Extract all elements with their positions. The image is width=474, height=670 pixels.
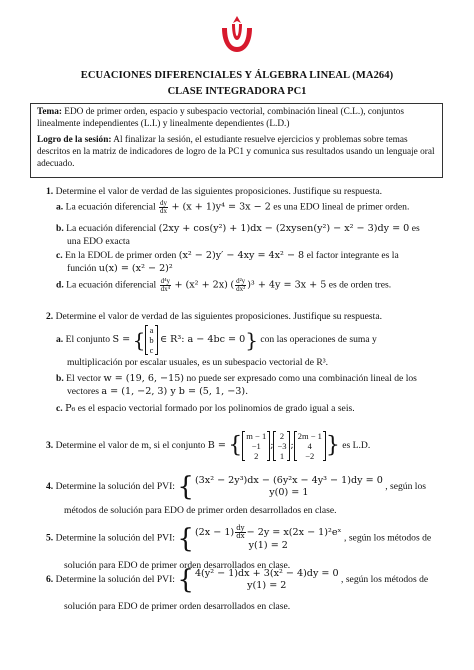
item-text: vectores (67, 386, 99, 397)
matrix-entry: a (149, 325, 154, 335)
q2-item-a-line2: multiplicación por escalar usuales, es un subespacio vectorial de R³. (67, 357, 329, 368)
pvi-initial-condition: y(1) = 2 (248, 540, 288, 551)
document-title: ECUACIONES DIFERENCIALES Y ÁLGEBRA LINEAL (MA264) (80, 70, 394, 81)
close-brace: } (245, 328, 258, 352)
derivative-fraction (235, 525, 245, 540)
matrix-entry: 4 (307, 441, 312, 451)
question-1 (46, 186, 446, 198)
question-text: Determine la solución del PVI: (55, 481, 175, 493)
system-brace: { (177, 472, 194, 502)
item-equation-tail: )³ + 4y = 3x + 5 (247, 279, 327, 291)
close-brace: } (325, 433, 340, 458)
item-text: La ecuación diferencial (66, 279, 157, 291)
question-number: 5. (46, 532, 54, 544)
question-6-line2: solución para EDO de primer orden desarrollados en clase. (64, 601, 291, 612)
question-5-line2: solución para EDO de primer orden desarrollados en clase. (64, 560, 291, 571)
q2-item-c (56, 403, 451, 415)
question-number: 3. (46, 440, 54, 452)
fraction-numerator: dy (160, 199, 168, 207)
matrix-entry: −2 (305, 451, 315, 461)
matrix-entry: 2 (254, 451, 259, 461)
question-number: 1. (46, 186, 54, 197)
document-subtitle: CLASE INTEGRADORA PC1 (167, 86, 307, 97)
question-number: 4. (46, 481, 54, 493)
question-text: Determine el valor de verdad de las siguientes proposiciones. Justifique su respuesta. (55, 186, 382, 197)
set-condition: ∈ R³: a − 4bc = 0 (159, 334, 246, 346)
q1-item-b-line2: una EDO exacta (67, 236, 130, 247)
derivative-fraction (235, 278, 246, 293)
tema-label: Tema: (37, 107, 62, 117)
item-equation: + (x² + 2x) (174, 279, 228, 291)
pvi-system (195, 568, 339, 592)
item-equation: (2xy + cos(y²) + 1)dx − (2xysen(y²) − x² − 3)dy = 0 (158, 223, 410, 234)
item-symbol: P₆ (65, 403, 76, 414)
item-label: a. (56, 334, 64, 346)
matrix-entry: m − 1 (246, 431, 267, 441)
logro-paragraph (37, 134, 436, 170)
item-equation: (x² − 2)y′ − 4xy = 4x² − 8 (178, 250, 305, 261)
matrix-entry: 2m − 1 (297, 431, 322, 441)
open-brace: { (132, 328, 146, 352)
q1-item-c-line2 (67, 263, 447, 275)
upc-logo-icon (217, 14, 257, 58)
system-brace: { (177, 523, 194, 554)
question-text-post: , según los métodos de (344, 532, 432, 544)
column-vector (273, 431, 290, 461)
item-text: es el espacio vectorial formado por los polinomios de grado igual a seis. (77, 403, 355, 414)
system-brace: { (177, 565, 194, 595)
question-4-line2: métodos de solución para EDO de primer orden desarrollados en clase. (64, 505, 337, 516)
separator: ; (270, 440, 274, 452)
item-text: El vector (66, 373, 102, 384)
item-label: d. (56, 279, 64, 291)
question-text: Determine la solución del PVI: (55, 532, 175, 544)
q2-item-a (56, 325, 451, 355)
pvi-system (195, 475, 383, 499)
question-text: Determine la solución del PVI: (55, 574, 175, 586)
pvi-equation (195, 525, 342, 540)
pvi-initial-condition: y(1) = 2 (247, 580, 287, 591)
matrix-entry: −3 (277, 441, 287, 451)
question-2 (46, 311, 446, 323)
item-label: b. (56, 223, 64, 234)
matrix-entry: 2 (279, 431, 285, 441)
item-text: La ecuación diferencial (65, 201, 156, 213)
item-label: c. (56, 403, 63, 414)
item-label: c. (56, 250, 63, 261)
set-symbol: B = (207, 440, 226, 452)
item-text-post: con las operaciones de suma y (260, 334, 377, 346)
item-text-post: es de orden tres. (328, 279, 392, 291)
fraction-denominator: dx² (236, 285, 246, 293)
q1-item-d (56, 278, 451, 293)
equation-part: − 2y = x(2x − 1)²eˣ (246, 527, 342, 538)
q1-item-b (56, 223, 451, 235)
pvi-initial-condition: y(0) = 1 (269, 487, 309, 498)
question-3 (46, 431, 456, 461)
matrix-entry: b (149, 335, 154, 345)
item-text: En la EDOL de primer orden (65, 250, 177, 261)
item-text-post: el factor integrante es la (306, 250, 399, 261)
item-equation: u(x) = (x² − 2)² (98, 263, 173, 274)
fraction-numerator: d²y (236, 277, 246, 285)
pvi-system (195, 525, 342, 552)
open-paren: ( (230, 279, 235, 291)
matrix-entry: −1 (251, 441, 261, 451)
question-5 (46, 525, 456, 552)
q1-item-c (56, 250, 451, 262)
fraction-numerator: dy (236, 524, 245, 532)
tema-text: EDO de primer orden, espacio y subespacio vectorial, combinación lineal (C.L.), conjuntos linealmente independientes (L.I.) y linealmente dependientes (L.D.) (37, 107, 405, 129)
open-brace: { (228, 433, 243, 458)
column-vector (145, 325, 157, 355)
column-vector (242, 431, 270, 461)
question-4 (46, 472, 456, 502)
item-label: b. (56, 373, 64, 384)
question-text-post: , según los (385, 481, 426, 493)
question-text-post: es L.D. (342, 440, 371, 452)
item-equation: w = (19, 6, −15) (103, 373, 185, 384)
fraction-numerator: d⁴y (160, 277, 171, 285)
question-number: 6. (46, 574, 54, 586)
item-label: a. (56, 201, 64, 213)
q2-item-b (56, 373, 451, 385)
fraction-denominator: dx⁴ (160, 285, 171, 293)
q1-item-a (56, 200, 451, 215)
question-text: Determine el valor de m, si el conjunto (55, 440, 206, 452)
item-text: El conjunto (65, 334, 111, 346)
question-text-post: , según los métodos de (341, 574, 429, 586)
set-symbol: S = (112, 334, 131, 346)
fraction-denominator: dx (236, 532, 245, 540)
equation-part: (2x − 1) (194, 527, 235, 538)
pvi-equation: (3x² − 2y³)dx − (6y²x − 4y³ − 1)dy = 0 (194, 475, 383, 486)
item-equation: a = (1, −2, 3) y b = (5, 1, −3). (101, 386, 249, 397)
question-text: Determine el valor de verdad de las siguientes proposiciones. Justifique su respuesta. (55, 311, 382, 322)
item-text-post: es una EDO lineal de primer orden. (273, 201, 410, 213)
matrix-entry: 1 (279, 451, 285, 461)
column-vector (294, 431, 326, 461)
derivative-fraction (159, 200, 168, 215)
tema-paragraph (37, 106, 436, 130)
pvi-equation: 4(y² − 1)dx + 3(x² − 4)dy = 0 (194, 568, 339, 579)
derivative-fraction (160, 278, 171, 293)
item-text-post: no puede ser expresado como una combinación lineal de los (186, 373, 417, 384)
item-equation: + (x + 1)y⁴ = 3x − 2 (171, 201, 271, 213)
q2-item-b-line2 (67, 386, 447, 398)
info-box (30, 103, 443, 178)
matrix-entry: c (149, 345, 154, 355)
item-text-post: es (411, 223, 420, 234)
logro-text: Al finalizar la sesión, el estudiante resuelve ejercicios y problemas sobre temas descritos en la matriz de indicadores de logro de la PC1 y comunica sus resultados usando un lenguaje oral adecuado. (37, 135, 435, 169)
item-text: La ecuación diferencial (66, 223, 157, 234)
logro-label: Logro de la sesión: (37, 135, 112, 145)
fraction-denominator: dx (160, 207, 168, 215)
separator: ; (290, 440, 294, 452)
question-number: 2. (46, 311, 54, 322)
item-text: función (67, 263, 97, 274)
